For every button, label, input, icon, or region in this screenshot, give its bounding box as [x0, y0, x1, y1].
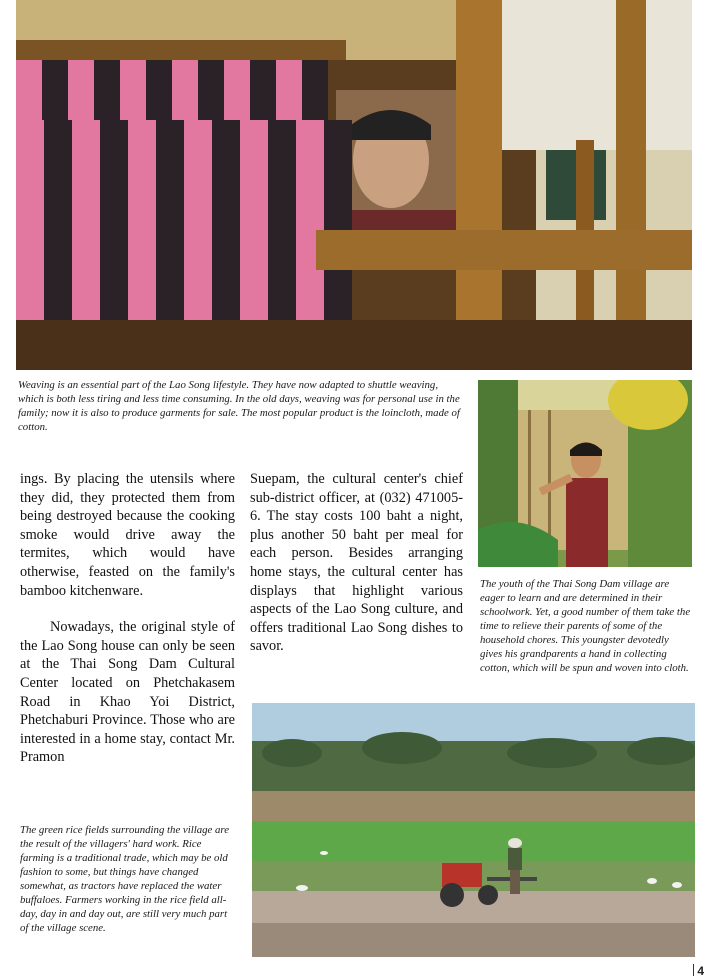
loom-stripe	[68, 55, 94, 120]
loom-stripe	[94, 55, 120, 120]
loom-weaving-photo	[16, 0, 692, 370]
cloth-stripe	[156, 120, 184, 320]
loom-stripe	[302, 55, 328, 120]
cloth-stripe	[324, 120, 352, 320]
loom-stripe	[250, 55, 276, 120]
page-number-rule	[693, 964, 694, 976]
weaving-caption: Weaving is an essential part of the Lao Song lifestyle. They have now adapted to shuttle weaving, which is both less tiring and less time consuming. In the old days, weaving was for personal use in the family; now it is also to produce garments for sale. The most popular product is the loincloth, made of cotton.	[18, 379, 460, 433]
cloth-stripe	[100, 120, 128, 320]
loom-stripe	[172, 55, 198, 120]
cloth-stripe	[72, 120, 100, 320]
loom-stripe	[198, 55, 224, 120]
cloth-stripe	[128, 120, 156, 320]
loom-stripe	[16, 55, 42, 120]
cloth-stripe	[212, 120, 240, 320]
cloth-stripe	[296, 120, 324, 320]
loom-stripe	[224, 55, 250, 120]
loom-stripe	[120, 55, 146, 120]
cloth-stripe	[184, 120, 212, 320]
cloth-stripe	[16, 120, 44, 320]
cloth-stripe	[268, 120, 296, 320]
loom-stripe	[42, 55, 68, 120]
loom-stripe	[146, 55, 172, 120]
cloth-stripe	[240, 120, 268, 320]
cloth-stripe	[44, 120, 72, 320]
rice-field-caption: The green rice fields surrounding the village are the result of the villagers' hard work. Rice farming is a traditional trade, which may be old fashion to some, but things have changed somewhat, as tractors have replaced the water buffaloes. Farmers working in the rice field all-day, day in and day out, are still very much part of the village scene.	[20, 824, 230, 934]
body-paragraph: ings. By placing the utensils where they did, they protected them from being destroyed because the cooking smoke would drive away the termites, which would have otherwise, feasted on the family's bamboo kitchenware.	[20, 471, 235, 599]
rice-field-photo	[252, 703, 695, 957]
body-paragraph: Nowadays, the original style of the Lao Song house can only be seen at the Thai Song Dam Cultural Center located on Phetchakasem Road in Khao Yoi District, Phetchaburi Province. Those who are interested in a home stay, contact Mr. Pramon	[20, 619, 235, 766]
loom-stripe	[276, 55, 302, 120]
body-column-2	[250, 470, 463, 656]
page-number: 4	[697, 964, 704, 978]
youth-caption: The youth of the Thai Song Dam village are eager to learn and are determined in their schoolwork. Yet, a good number of them take the time to relieve their parents of some of the household chores. This youngster devotedly gives his grandparents a hand in collecting cotton, which will be spun and woven into cloth.	[480, 578, 691, 674]
youth-collecting-cotton-photo	[478, 380, 692, 567]
body-column-1	[20, 470, 235, 767]
body-paragraph: Suepam, the cultural center's chief sub-district officer, at (032) 471005-6. The stay costs 100 baht a night, plus another 50 baht per meal for each person. Besides arranging home stays, the cultural center has displays that highlight various aspects of the Lao Song culture, and offers traditional Lao Song dishes to savor.	[250, 471, 463, 655]
